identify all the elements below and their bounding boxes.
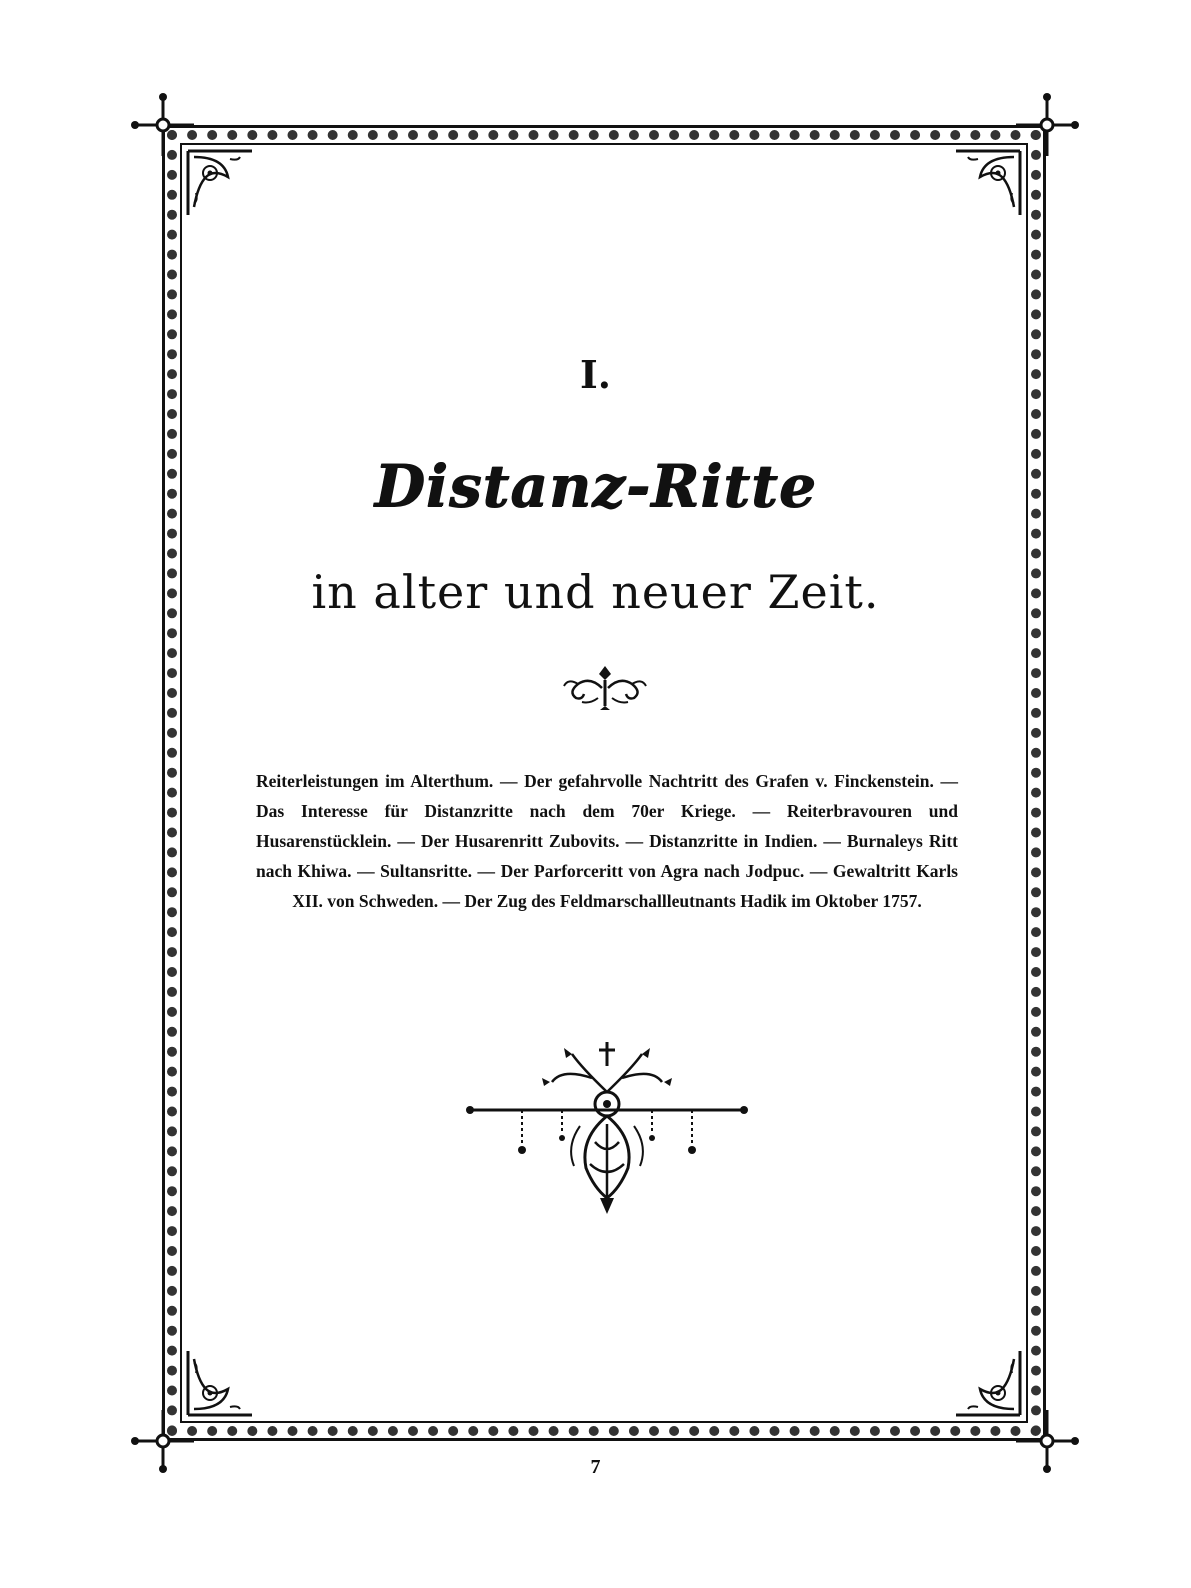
chapter-title: Distanz-Ritte [374,452,817,520]
corner-flourish-icon [184,147,256,219]
corner-flourish-icon [952,147,1024,219]
corner-flourish-icon [184,1347,256,1419]
chapter-subtitle: in alter und neuer Zeit. [311,565,880,619]
corner-flourish-icon [952,1347,1024,1419]
chapter-summary: Reiterleistungen im Alterthum. — Der gefahrvolle Nachtritt des Grafen v. Finckenstein. — Das Interesse für Distanzritte nach dem 70er Kriege. — Reiterbravouren und Husarenstücklein. — Der Husarenritt Zubovits. — Distanzritte in Indien. — Burnaleys Ritt nach Khiwa. — Sultansritte. — Der Parforceritt von Agra nach Jodpuc. — Gewaltritt Karls XII. von Schweden. — Der Zug des Feldmarschallleutnants Hadik im Oktober 1757. [256,771,958,911]
ornamental-tailpiece-icon [462,1038,752,1218]
chapter-number: I. [579,352,611,397]
page-number: 7 [590,1456,601,1478]
floral-vignette-icon [560,662,650,712]
